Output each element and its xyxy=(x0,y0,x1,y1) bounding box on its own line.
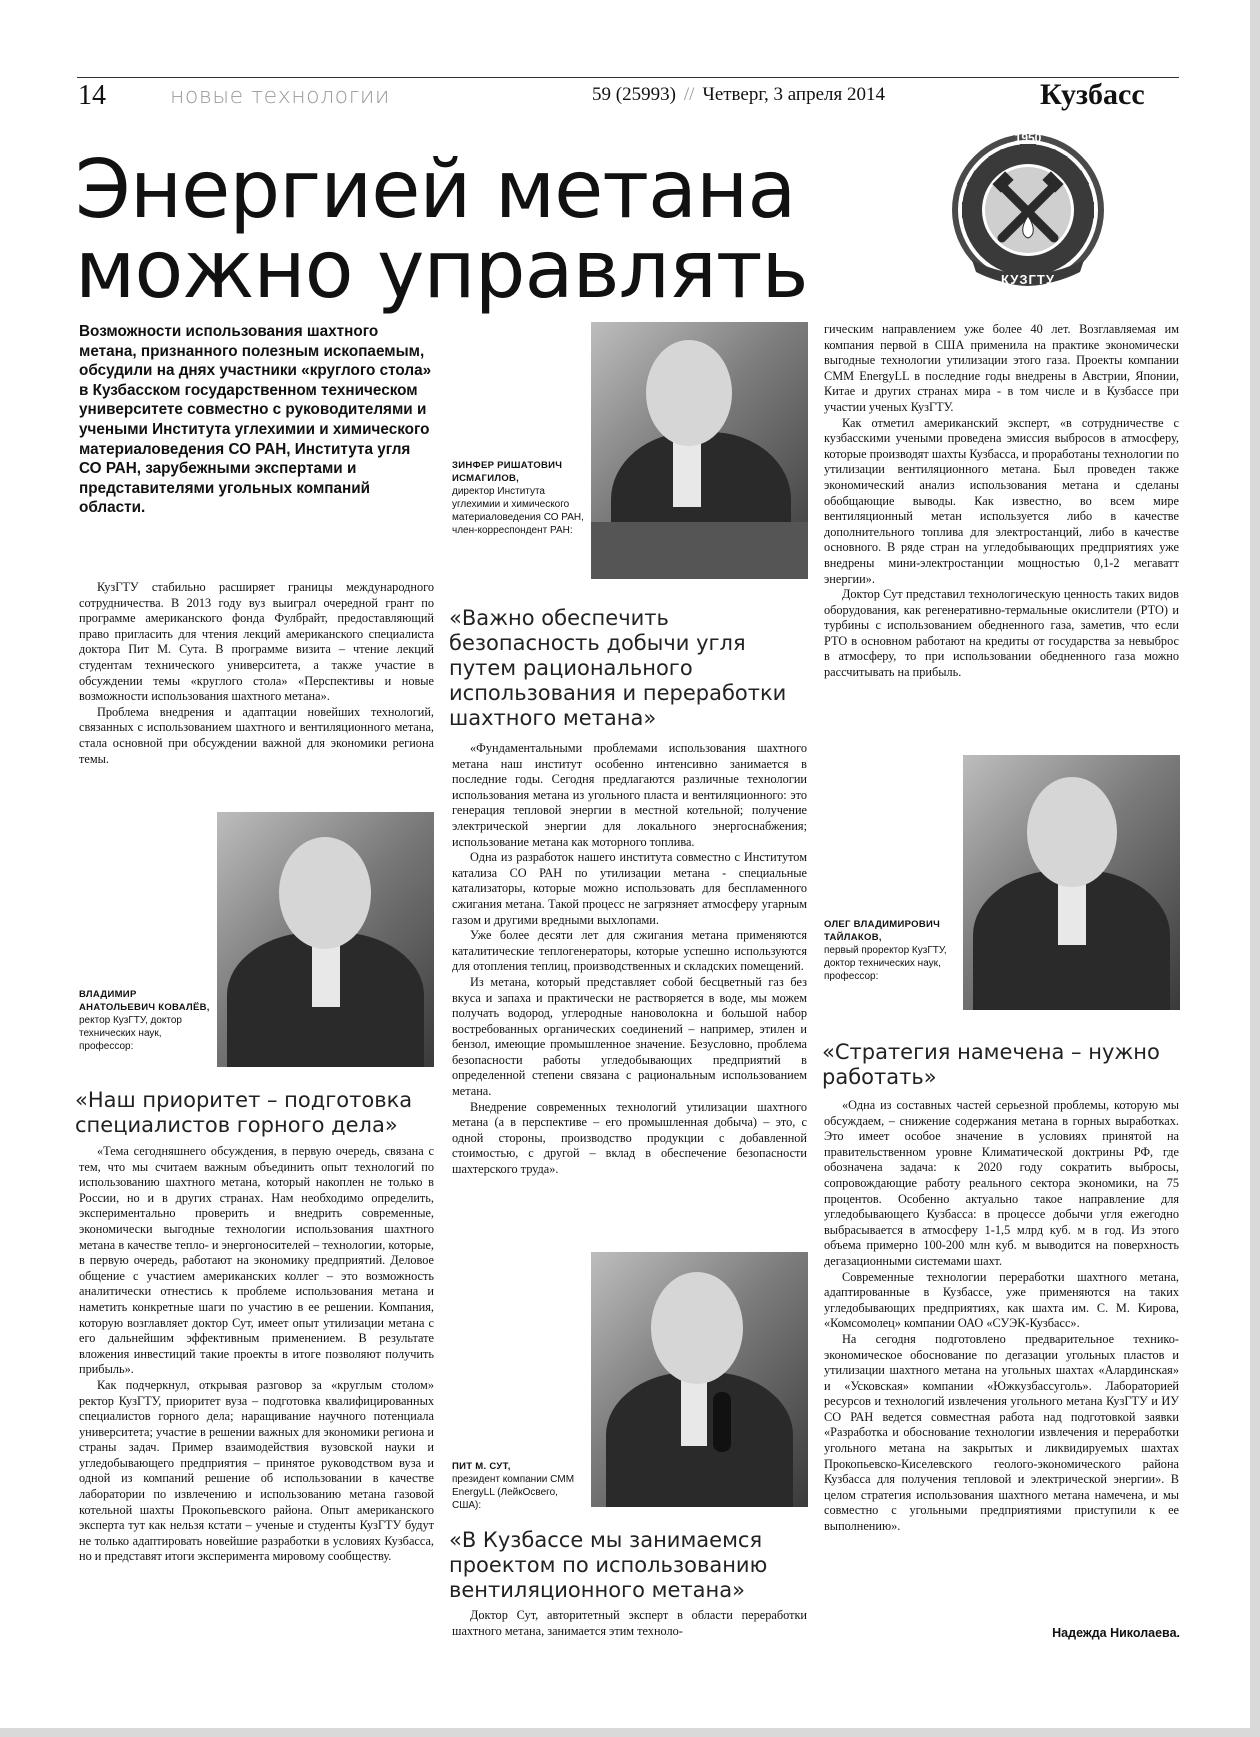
column-1-body xyxy=(79,1144,434,1565)
page-number: 14 xyxy=(78,80,106,111)
caption-name: ОЛЕГ ВЛАДИМИРОВИЧ ТАЙЛАКОВ, xyxy=(824,919,941,943)
caption-role: ректор КузГТУ, доктор технических наук, профессор: xyxy=(79,1015,182,1052)
column-2-body xyxy=(452,741,807,1178)
subhead-ismagilov: «Важно обеспечить безопасность добычи угля путем рационального использования и переработки шахтного метана» xyxy=(449,606,787,730)
caption-tailakov xyxy=(824,918,959,983)
headline xyxy=(75,143,935,316)
column-1-intro xyxy=(79,580,434,767)
logo-text: КУЗГТУ xyxy=(1001,272,1055,287)
subhead-kovalev: «Наш приоритет – подготовка специалистов горного дела» xyxy=(75,1088,413,1137)
caption-role: президент компании CMM EnergyLL (ЛейкОсвего, США): xyxy=(452,1474,575,1511)
photo-sut xyxy=(591,1252,808,1507)
issue-number: 59 (25993) xyxy=(592,84,676,105)
page-border-bottom xyxy=(0,1728,1260,1737)
issue-separator: // xyxy=(683,84,695,105)
section-title: новые технологии xyxy=(170,84,390,109)
caption-name: ЗИНФЕР РИШАТОВИЧ ИСМАГИЛОВ, xyxy=(452,460,563,484)
caption-kovalev xyxy=(79,988,214,1053)
photo-ismagilov xyxy=(591,322,808,579)
paragraph: Проблема внедрения и адаптации новейших технологий, связанных с использованием шахтного и вентиляционного метана, стала основной при обсуждении важной для экономики региона темы. xyxy=(79,704,434,766)
paragraph: «Фундаментальными проблемами использования шахтного метана наш институт особенно интенсивно занимается в последние годы. Сегодня предлагаются различные технологии использования метана из угольного пласта и вентиляционного: это генерация тепловой энергии в местной котельной; получение электрической энергии для локального энергоснабжения; использование метана как моторного топлива. xyxy=(452,741,807,849)
column-3-body xyxy=(824,322,1179,681)
paragraph: Доктор Сут, авторитетный эксперт в области переработки шахтного метана, занимается этим техноло- xyxy=(452,1608,807,1638)
paragraph: Современные технологии переработки шахтного метана, адаптированные в Кузбассе, уже применяются на таких угледобывающих предприятиях, как шахта им. С. М. Кирова, «Комсомолец» компании ОАО «СУЭК-Кузбасс». xyxy=(824,1269,1179,1331)
caption-role: директор Института углехимии и химического материаловедения СО РАН, член-корреспондент РАН: xyxy=(452,486,584,536)
paragraph: КузГТУ стабильно расширяет границы международного сотрудничества. В 2013 году вуз выиграл очередной грант по программе американского фонда Фулбрайт, предоставляющий право пригласить для чтения лекций американского специалиста доктора Пит М. Сута. В программе визита – чтение лекций студентам технического университета, а также участие в обсуждении темы «круглого стола» «Перспективы и новые возможности использования шахтного метана». xyxy=(79,580,434,704)
column-3-body-2 xyxy=(824,1098,1179,1535)
caption-sut xyxy=(452,1460,587,1512)
issue-date: Четверг, 3 апреля 2014 xyxy=(702,84,886,105)
caption-ismagilov xyxy=(452,459,587,537)
caption-name: ВЛАДИМИР АНАТОЛЬЕВИЧ КОВАЛЁВ, xyxy=(79,989,210,1013)
paragraph: Одна из разработок нашего института совместно с Институтом катализа СО РАН по утилизации метана - специальные катализаторы, которые можно использовать для беспламенного сжигания метана. Такой процесс не загрязняет атмосферу угарным газом и другими вредными выхлопами. xyxy=(452,850,807,927)
column-2-tail xyxy=(452,1608,807,1639)
lead-paragraph: Возможности использования шахтного метана, признанного полезным ископаемым, обсудили на днях участники «круглого стола» в Кузбасском государственном техническом университете совместно с руководителями и учеными Института углехимии и химического материаловедения СО РАН, Института угля СО РАН, зарубежными экспертами и представителями угольных компаний области. xyxy=(79,323,432,517)
issue-info xyxy=(592,84,885,106)
photo-tailakov xyxy=(963,755,1180,1010)
paragraph: На сегодня подготовлено предварительное технико-экономическое обоснование по дегазации угольных пластов и утилизации шахтного метана на угольных шахтах «Алардинская» и «Усковская» компании «Южкузбассуголь». Лабораторией ресурсов и технологий извлечения угольного метана КузГТУ и ИУ СО РАН ведется совместная работа над подготовкой заявки «Разработка и обоснование технологии извлечения и переработки угольного метана на закрытых и ликвидируемых шахтах Прокопьевско-Киселевского геолого-экономического района Кузбасса для получения тепловой и электрической энергии». В целом стратегия использования шахтного метана намечена, и мы совместно с угольными предприятиями приступили к ее выполнению». xyxy=(824,1331,1179,1534)
paragraph: Как подчеркнул, открывая разговор за «круглым столом» ректор КузГТУ, приоритет вуза – подготовка квалифицированных специалистов горного дела; наращивание научного потенциала университета; участие в решении важных для экономики региона и страны задач. Пример взаимодействия вузовской науки и угледобывающего предприятия – принятое руководством вуза и одной из компаний решение об использовании в качестве лаборатории по извлечению и использованию метана газовой котельной шахты Прокопьевского района. Опыт американского эксперта тут как нельзя кстати – ученые и студенты КузГТУ будут не только адаптировать новейшие разработки в условиях Кузбасса, но и представят итоги эксперимента мировому сообществу. xyxy=(79,1377,434,1564)
newspaper-name: Кузбасс xyxy=(1040,78,1145,111)
headline-line-1: Энергией метана xyxy=(75,143,796,236)
subhead-tailakov: «Стратегия намечена – нужно работать» xyxy=(822,1040,1160,1089)
photo-kovalev xyxy=(217,812,434,1067)
paragraph: Внедрение современных технологий утилизации шахтного метана (а в перспективе – его промышленная добыча) – это, с одной стороны, производство продукции с добавленной стоимостью, с другой – вклад в обеспечение безопасности шахтерского труда». xyxy=(452,1099,807,1177)
caption-name: ПИТ М. СУТ, xyxy=(452,1461,511,1472)
paragraph: «Одна из составных частей серьезной проблемы, которую мы обсуждаем, – снижение содержания метана в горных выработках. Это имеет особое значение в условиях принятой на правительственном уровне Климатической доктрины РФ, где обозначена задача: к 2020 году сократить выбросы, сопровождающие работу реального сектора экономики, на 75 процентов. Особенно актуально такое направление для угледобывающего Кузбасса: в процессе добычи угля ежегодно выбрасывается в атмосферу 1-1,5 млрд куб. м в год. Из этого объема примерно 100-200 млн куб. м выводится на поверхность дегазационными системами шахт. xyxy=(824,1098,1179,1268)
caption-role: первый проректор КузГТУ, доктор технических наук, профессор: xyxy=(824,945,947,982)
paragraph: Уже более десяти лет для сжигания метана применяются каталитические теплогенераторы, которые успешно используются для отопления теплиц, производственных и складских помещений. xyxy=(452,928,807,974)
paragraph: Из метана, который представляет собой бесцветный газ без вкуса и запаха и практически не растворяется в воде, мы можем получать водород, углеродные нановолокна и большой набор востребованных органических соединений – например, этилен и бензол, имеющие промышленное значение. Безусловно, проблема безопасности работы угледобывающих предприятий в определенной степени связана с рациональным использованием метана. xyxy=(452,974,807,1099)
author-byline: Надежда Николаева. xyxy=(1052,1626,1180,1640)
paragraph: гическим направлением уже более 40 лет. Возглавляемая им компания первой в США применила на практике экономически выгодные технологии утилизации этого газа. Проекты компании CMM EnergyLL в последние годы внедрены в Австрии, Японии, Китае и других странах мира - в том числе и в Кузбассе при участии ученых КузГТУ. xyxy=(824,322,1179,414)
header-rule xyxy=(77,77,1179,78)
kuzgtu-logo xyxy=(948,128,1108,298)
paragraph: Доктор Сут представил технологическую ценность таких видов оборудования, как регенеративно-термальные окислители (РТО) и турбины с использованием обедненного газа, заметив, что если РТО в основном работают на кредиты от государства за невыброс в атмосферу, то при использовании обедненного газа можно рассчитывать на прибыль. xyxy=(824,587,1179,680)
paragraph: «Тема сегодняшнего обсуждения, в первую очередь, связана с тем, что мы считаем важным объединить опыт технологий по использованию шахтного метана, который накоплен не только в России, но и в других странах. Нам необходимо определить, экспериментально проверить и внедрить современные, экономически выгодные технологии использования шахтного метана в качестве тепло- и энергоносителей – технологии, которые, в первую очередь, работают на экономику предприятий. Деловое общение с участием американских коллег – это возможность аналитически отнестись к проблеме использования метана и наметить конкретные шаги по участию в ее решении. Компания, которую возглавляет доктор Сут, имеет опыт утилизации метана с его дальнейшим эффективным применением. В результате вложения инвестиций такие проекты в итоге позволяют получить прибыль». xyxy=(79,1144,434,1377)
headline-line-2: можно управлять xyxy=(75,223,808,316)
subhead-sut: «В Кузбассе мы занимаемся проектом по использованию вентиляционного метана» xyxy=(449,1528,768,1602)
logo-year: 1950 xyxy=(1014,131,1042,145)
paragraph: Как отметил американский эксперт, «в сотрудничестве с кузбасскими учеными проведена эмиссия выбросов в атмосферу, которые производят шахты Кузбасса, и проработаны технологии по утилизации вентиляционного метана. Был проведен также экономический анализ использования метана и сделаны обобщающие выводы. Как известно, во всем мире вентиляционный метан используется либо в качестве дополнительного топлива для электростанций, либо в качестве основного. В ряде стран на угледобывающих предприятиях уже внедрены мини-электростанции мощностью 0,1-2 мегаватт энергии». xyxy=(824,415,1179,586)
page-border-right xyxy=(1250,0,1260,1737)
